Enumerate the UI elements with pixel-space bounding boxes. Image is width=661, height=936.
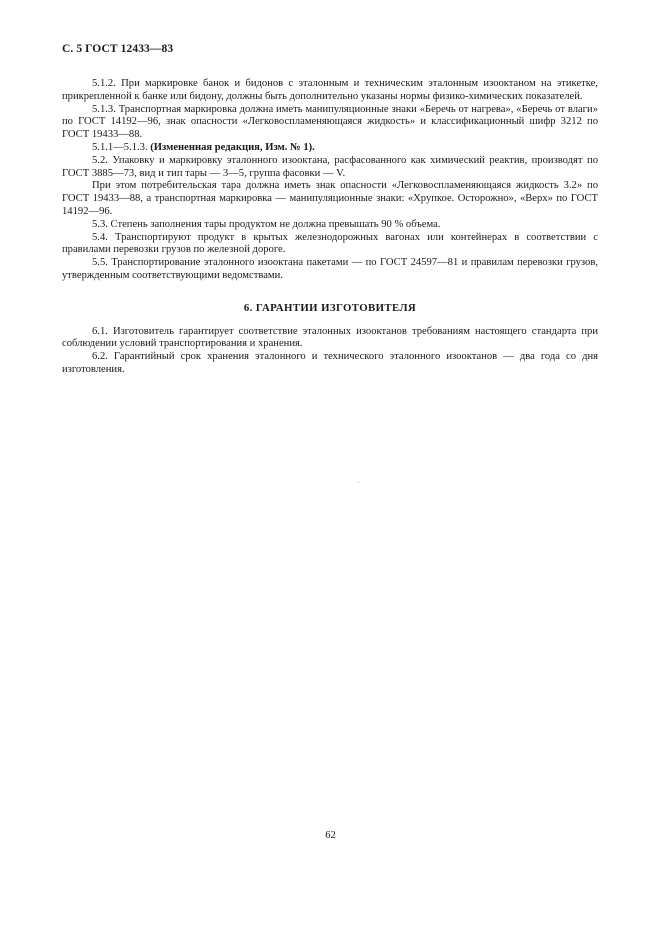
amendment-label: (Измененная редакция, Изм. № 1). (150, 141, 315, 153)
paragraph-5-2-continuation: При этом потребительская тара должна иметь знак опасности «Легковоспламеняющаяся жидкость 3.2» по ГОСТ 19433—88, а транспортная маркировка — манипуляционные знаки: «Хрупкое. Осторожно», «Верх» по ГОСТ 14192—96. (62, 180, 598, 217)
section-6-title: 6. ГАРАНТИИ ИЗГОТОВИТЕЛЯ (243, 301, 417, 314)
paragraph-amendment-note (62, 142, 598, 155)
paragraph-5-2: 5.2. Упаковку и маркировку эталонного изооктана, расфасованного как химический реактив, производят по ГОСТ 3885—73, вид и тип тары — 3—5, группа фасовки — V. (62, 154, 598, 179)
amendment-range: 5.1.1—5.1.3. (92, 141, 151, 153)
page-number: 62 (325, 830, 336, 841)
paragraph-5-1-3: 5.1.3. Транспортная маркировка должна иметь манипуляционные знаки «Беречь от нагрева», «Беречь от влаги» по ГОСТ 14192—96, знак опасности «Легковоспламеняющаяся жидкость» и классификационный шифр 3212 по ГОСТ 19433—88. (62, 103, 598, 141)
paragraph-6-1: 6.1. Изготовитель гарантирует соответствие эталонных изооктанов требованиям настоящего стандарта при соблюдении условий транспортирования и хранения. (62, 325, 598, 350)
paragraph-6-2: 6.2. Гарантийный срок хранения эталонного и технического эталонного изооктанов — два года со дня изготовления. (62, 351, 598, 375)
paragraph-5-1-2: 5.1.2. При маркировке банок и бидонов с эталонным и техническим эталонным изооктаном на этикетке, прикрепленной к банке или бидону, должны быть дополнительно указаны нормы физико-химических показателей. (62, 78, 598, 102)
scan-speck (358, 482, 359, 483)
document-body (62, 78, 598, 377)
paragraph-5-5: 5.5. Транспортирование эталонного изооктана пакетами — по ГОСТ 24597—81 и правилам перевозки грузов, утвержденным соответствующими ведомствами. (62, 257, 598, 281)
page-header: С. 5 ГОСТ 12433—83 (62, 43, 174, 55)
paragraph-5-4: 5.4. Транспортируют продукт в крытых железнодорожных вагонах или контейнерах в соответствии с правилами перевозки грузов по железной дороге. (62, 231, 598, 256)
paragraph-5-3: 5.3. Степень заполнения тары продуктом не должна превышать 90 % объема. (92, 218, 441, 230)
